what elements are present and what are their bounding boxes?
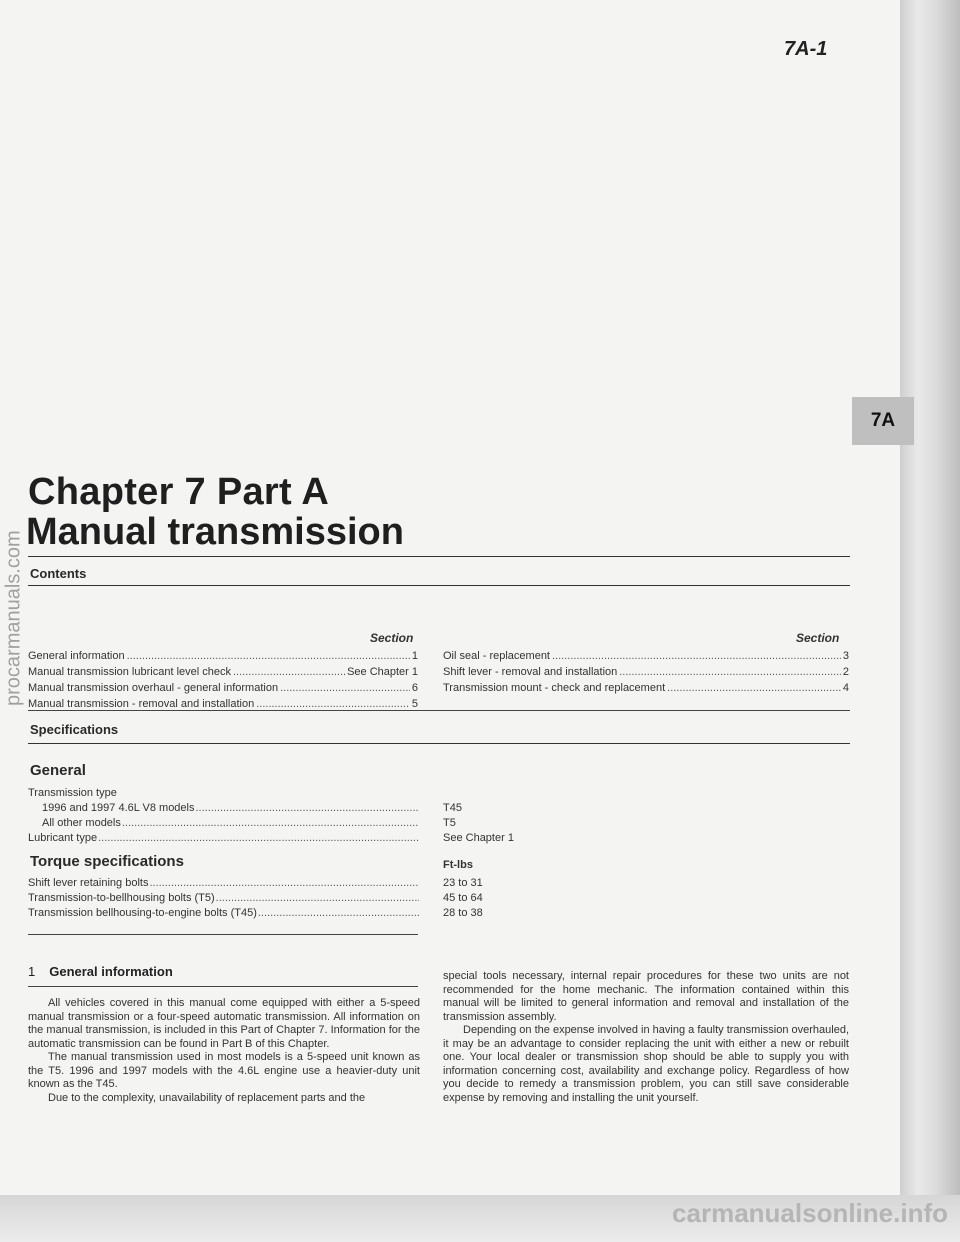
spec-label: Lubricant type — [28, 832, 98, 844]
rule-above-section-one — [28, 934, 418, 935]
spec-group-torque: Torque specifications — [30, 853, 184, 870]
contents-item-title: Manual transmission - removal and installation — [28, 698, 255, 710]
contents-item-title: Transmission mount - check and replacement — [443, 682, 666, 694]
rule-above-specifications — [28, 710, 850, 711]
contents-item-number: 1 — [411, 650, 418, 662]
section-one-body-left — [28, 997, 420, 1105]
rule-below-contents — [28, 585, 850, 586]
contents-item[interactable] — [443, 680, 849, 696]
chapter-subtitle: Manual transmission — [26, 511, 404, 553]
spec-value: 23 to 31 — [443, 877, 483, 889]
paragraph: Depending on the expense involved in having a faulty transmission overhauled, it may be an advantage to consider replacing the unit with either a new or rebuilt one. Your local dealer or transmission shop should be able to supply you with information concerning cost, availability and exchange policy. Regardless of how you decide to remedy a transmission problem, you can still save considerable expense by removing and installing the unit yourself. — [443, 1024, 849, 1104]
spec-label: Transmission-to-bellhousing bolts (T5) — [28, 892, 215, 904]
contents-heading: Contents — [30, 566, 87, 581]
contents-item-number: 2 — [842, 666, 849, 678]
watermark-left: procarmanuals.com — [2, 530, 25, 706]
contents-item-number: 5 — [411, 698, 418, 710]
section-one-body-right — [443, 970, 849, 1105]
spec-values-torque — [443, 876, 483, 921]
paragraph: Due to the complexity, unavailability of replacement parts and the — [48, 1091, 366, 1104]
spec-values-general — [443, 801, 514, 846]
contents-item[interactable] — [443, 648, 849, 664]
rule-below-section-one — [28, 986, 418, 987]
contents-list-left — [28, 648, 418, 712]
spec-unit: Ft-lbs — [443, 859, 473, 871]
contents-item-title: Shift lever - removal and installation — [443, 666, 618, 678]
contents-item[interactable] — [443, 664, 849, 680]
spec-label: Shift lever retaining bolts — [28, 877, 149, 889]
contents-item-title: General information — [28, 650, 125, 662]
spec-group-general: General — [30, 762, 86, 779]
spec-row — [28, 891, 420, 906]
section-one-number: 1 — [28, 964, 36, 979]
chapter-title: Chapter 7 Part A — [28, 471, 330, 513]
contents-section-header-left: Section — [370, 631, 414, 645]
contents-item-title: Manual transmission overhaul - general information — [28, 682, 279, 694]
spec-row — [28, 801, 420, 816]
paragraph: The manual transmission used in most models is a 5-speed unit known as the T5. 1996 and 1997 models with the 4.6L engine use a heavier-duty unit known as the T45. — [28, 1051, 420, 1090]
spec-value: 28 to 38 — [443, 907, 483, 919]
spec-label: All other models — [42, 817, 121, 829]
spec-row — [28, 906, 420, 921]
paragraph: special tools necessary, internal repair procedures for these two units are not recommended for the home mechanic. The information contained within this manual will be limited to general information and removal and installation of the transmission assembly. — [443, 970, 849, 1023]
spec-row — [28, 786, 420, 801]
spec-row — [28, 816, 420, 831]
contents-item-number: 6 — [411, 682, 418, 694]
specifications-heading: Specifications — [30, 722, 119, 737]
spec-list-torque — [28, 876, 420, 921]
contents-list-right — [443, 648, 849, 696]
page-number: 7A-1 — [784, 38, 828, 60]
spec-row — [28, 876, 420, 891]
rule-above-contents — [28, 556, 850, 557]
spec-row — [28, 831, 420, 846]
spec-list-general — [28, 786, 420, 846]
rule-below-specifications — [28, 743, 850, 744]
contents-item[interactable] — [28, 664, 418, 680]
spec-value: T45 — [443, 802, 462, 814]
contents-item-title: Manual transmission lubricant level check — [28, 666, 231, 678]
contents-item-number: See Chapter 1 — [347, 666, 418, 678]
spec-value: See Chapter 1 — [443, 832, 514, 844]
contents-item-title: Oil seal - replacement — [443, 650, 550, 662]
paragraph: All vehicles covered in this manual come equipped with either a 5-speed manual transmission or a four-speed automatic transmission. All information on the manual transmission, is included in this Part of Chapter 7. Information for the automatic transmission can be found in Part B of this Chapter. — [28, 997, 420, 1050]
spec-label: Transmission type — [28, 787, 117, 799]
contents-item-number: 3 — [842, 650, 849, 662]
contents-section-header-right: Section — [796, 631, 840, 645]
watermark-bottom: carmanualsonline.info — [672, 1198, 948, 1228]
contents-item[interactable] — [28, 680, 418, 696]
chapter-tab: 7A — [852, 397, 914, 445]
spec-label: Transmission bellhousing-to-engine bolts (T45) — [28, 907, 257, 919]
spec-label: 1996 and 1997 4.6L V8 models — [42, 802, 195, 814]
spec-value: 45 to 64 — [443, 892, 483, 904]
spec-value: T5 — [443, 817, 456, 829]
page-edge-shadow — [900, 0, 960, 1195]
section-one-title: 1 General information — [28, 964, 173, 979]
contents-item-number: 4 — [842, 682, 849, 694]
contents-item[interactable] — [28, 648, 418, 664]
